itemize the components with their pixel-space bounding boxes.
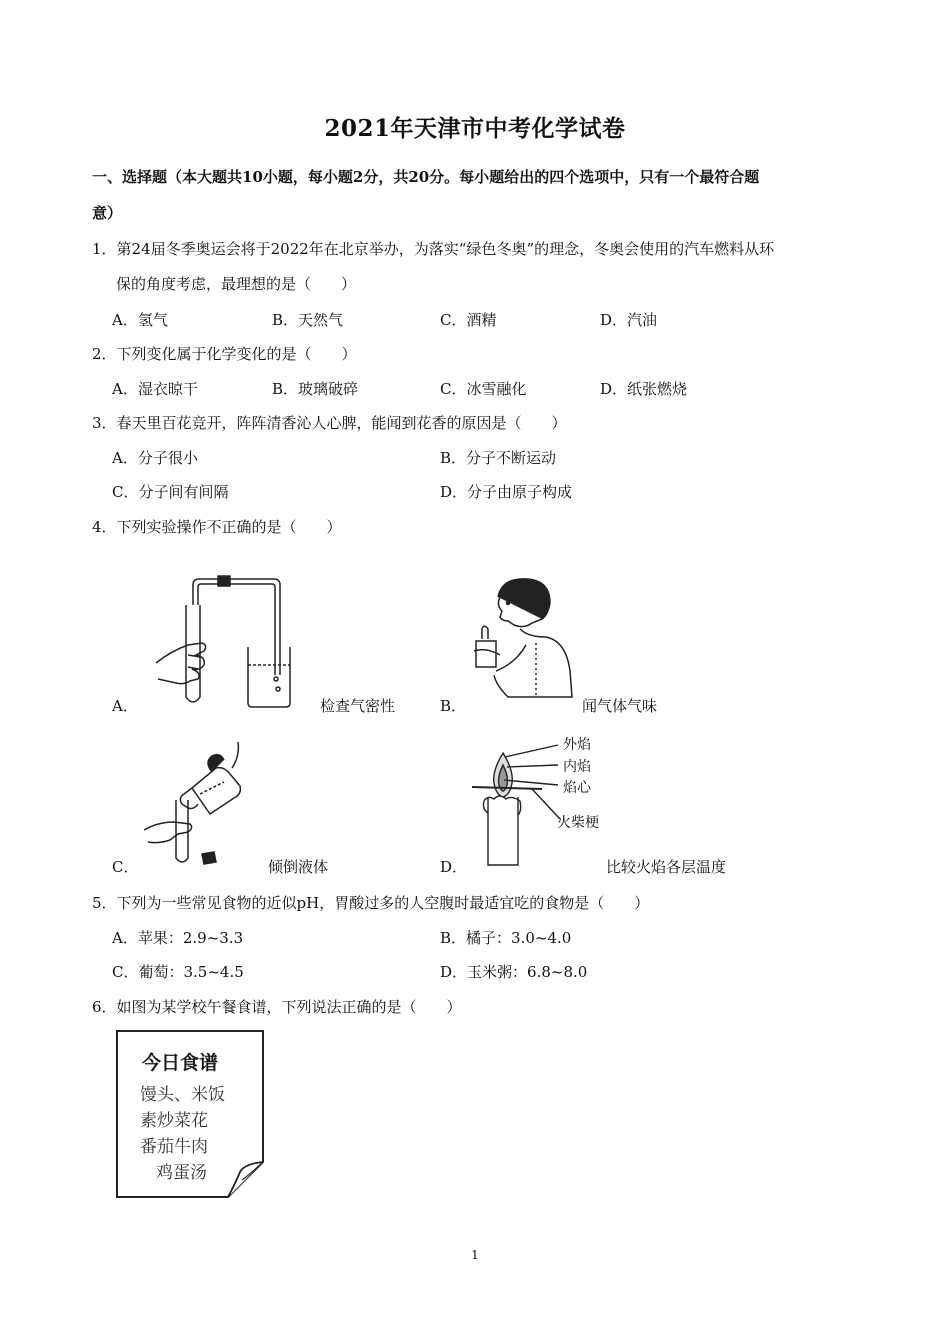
- question-1-option-b: B．天然气: [272, 311, 344, 329]
- question-4-option-c-caption: 倾倒液体: [268, 858, 329, 876]
- question-3-option-d: D．分子由原子构成: [440, 483, 573, 501]
- question-4-option-a-letter: A．: [112, 697, 138, 715]
- question-2-option-b: B．玻璃破碎: [272, 380, 359, 398]
- question-3-option-a: A．分子很小: [112, 449, 198, 467]
- question-3-stem: 3．春天里百花竞开，阵阵清香沁人心脾，能闻到花香的原因是（ ）: [92, 414, 567, 432]
- question-4-option-d-letter: D．: [440, 858, 468, 876]
- smelling-gas-illustration: [466, 575, 581, 700]
- section-header-line2: 意）: [92, 204, 123, 222]
- question-1-option-a: A．氢气: [112, 311, 168, 329]
- question-3-option-c: C．分子间有间隔: [112, 483, 229, 501]
- question-1-stem-line2: 保的角度考虑，最理想的是（ ）: [116, 275, 357, 293]
- question-5-option-a: A．苹果：2.9~3.3: [112, 929, 244, 947]
- question-5-option-c: C．葡萄：3.5~4.5: [112, 963, 244, 981]
- question-2-option-a: A．湿衣晾干: [112, 380, 198, 398]
- question-4-option-b-caption: 闻气体气味: [582, 697, 658, 715]
- question-5-stem: 5．下列为一些常见食物的近似pH，胃酸过多的人空腹时最适宜吃的食物是（ ）: [92, 894, 650, 912]
- flame-label-core: 焰心: [563, 780, 591, 796]
- question-2-option-c: C．冰雪融化: [440, 380, 527, 398]
- question-1-stem-line1: 1．第24届冬季奥运会将于2022年在北京举办，为落实“绿色冬奥”的理念，冬奥会使用的汽车燃料从环: [92, 240, 775, 258]
- menu-item: 馒头、米饭: [140, 1085, 225, 1105]
- menu-item: 鸡蛋汤: [156, 1163, 207, 1183]
- question-1-option-d: D．汽油: [600, 311, 658, 329]
- menu-item: 番茄牛肉: [140, 1137, 208, 1157]
- flame-label-outer: 外焰: [563, 737, 591, 753]
- flame-label-inner: 内焰: [563, 759, 591, 775]
- lunch-menu-card: [116, 1030, 264, 1198]
- question-5-option-b: B．橘子：3.0~4.0: [440, 929, 572, 947]
- menu-heading: 今日食谱: [142, 1052, 219, 1074]
- menu-item: 素炒菜花: [140, 1111, 208, 1131]
- question-6-stem: 6．如图为某学校午餐食谱，下列说法正确的是（ ）: [92, 998, 462, 1016]
- page-number: 1: [471, 1248, 479, 1262]
- flame-label-matchstick: 火柴梗: [557, 815, 599, 831]
- page-title: 2021年天津市中考化学试卷: [324, 115, 626, 142]
- airtightness-check-illustration: [136, 575, 296, 710]
- question-4-option-b-letter: B．: [440, 697, 467, 715]
- question-5-option-d: D．玉米粥：6.8~8.0: [440, 963, 588, 981]
- question-3-option-b: B．分子不断运动: [440, 449, 557, 467]
- question-4-option-a-caption: 检查气密性: [320, 697, 396, 715]
- question-2-stem: 2．下列变化属于化学变化的是（ ）: [92, 345, 357, 363]
- question-1-option-c: C．酒精: [440, 311, 497, 329]
- section-header-line1: 一、选择题（本大题共10小题，每小题2分，共20分。每小题给出的四个选项中，只有一个最符合题: [92, 168, 760, 186]
- question-2-option-d: D．纸张燃烧: [600, 380, 688, 398]
- question-4-option-c-letter: C．: [112, 858, 139, 876]
- question-4-stem: 4．下列实验操作不正确的是（ ）: [92, 518, 342, 536]
- pouring-liquid-illustration: [140, 738, 250, 873]
- question-4-option-d-caption: 比较火焰各层温度: [606, 858, 727, 876]
